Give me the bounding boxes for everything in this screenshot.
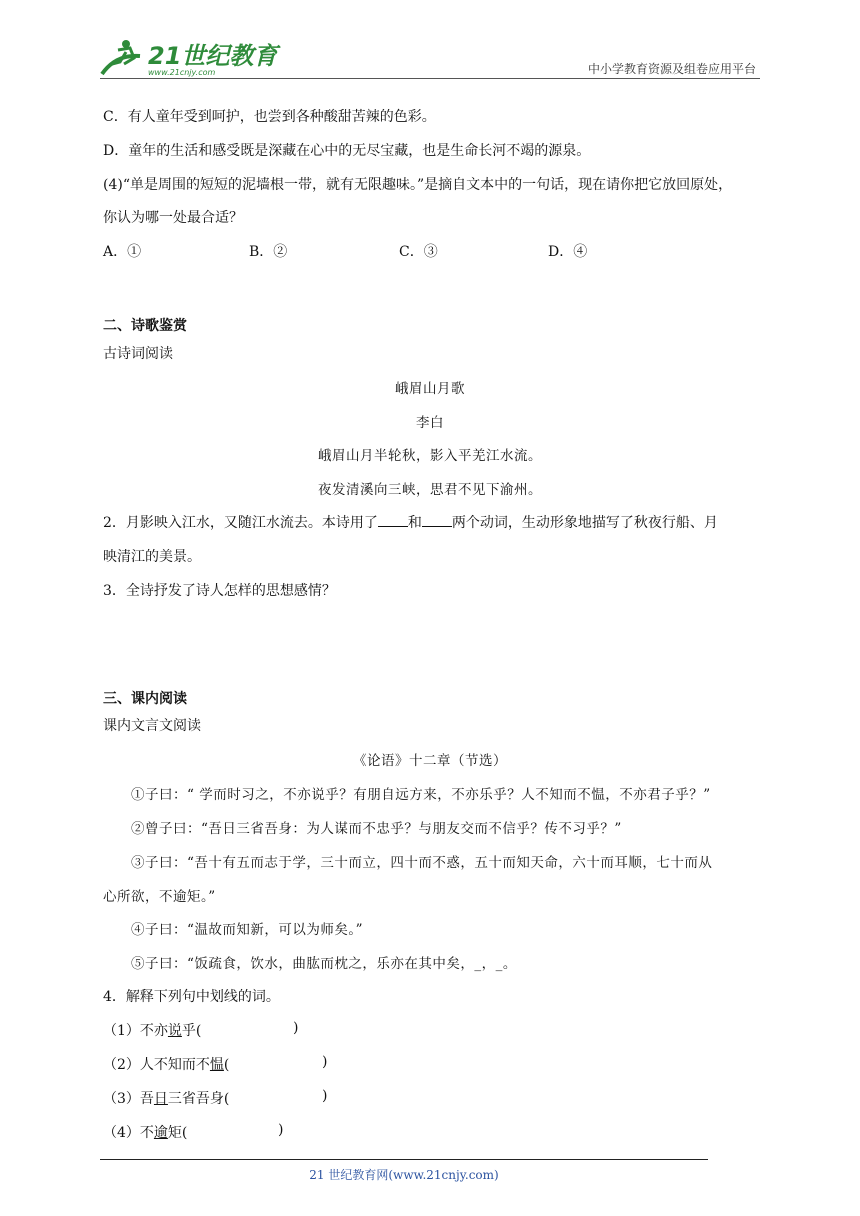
vocab-item-2 <box>103 1054 229 1074</box>
platform-name: 中小学教育资源及组卷应用平台 <box>587 62 756 76</box>
vocab-item-3-close: ) <box>322 1088 328 1104</box>
vocab-item-4-pre: （4）不 <box>103 1125 154 1141</box>
classical-paragraph-2: ②曾子曰：“吾日三省吾身：为人谋而不忠乎？与朋友交而不信乎？传不习乎？” <box>131 821 622 837</box>
poem-line-1: 峨眉山月半轮秋，影入平羌江水流。 <box>318 448 542 464</box>
svg-text:21世纪教育: 21世纪教育 <box>148 42 278 70</box>
option-c-text: C．有人童年受到呵护，也尝到各种酸甜苦辣的色彩。 <box>103 109 436 125</box>
vocab-item-4-word: 逾 <box>153 1125 168 1141</box>
header-divider <box>100 78 760 79</box>
vocab-item-4-post: 矩( <box>167 1125 188 1141</box>
runner-logo-icon <box>96 34 278 78</box>
vocab-item-2-pre: （2）人不知而不 <box>103 1057 210 1073</box>
vocab-item-1-word: 说 <box>167 1023 182 1039</box>
question-2-line1 <box>103 512 718 532</box>
site-logo <box>96 34 278 78</box>
section-3-subtitle: 课内文言文阅读 <box>103 718 201 734</box>
option-d-text: D．童年的生活和感受既是深藏在心中的无尽宝藏，也是生命长河不竭的源泉。 <box>103 143 591 159</box>
classical-text-title: 《论语》十二章（节选） <box>353 753 507 769</box>
vocab-item-1 <box>103 1020 201 1040</box>
question-2-text-c: 两个动词，生动形象地描写了秋夜行船、月 <box>451 515 718 531</box>
question-2-line2: 映清江的美景。 <box>103 549 201 565</box>
classical-paragraph-5: ⑤子曰：“饭疏食，饮水，曲肱而枕之，乐亦在其中矣，_，_。 <box>131 956 517 972</box>
footer-link[interactable]: 21 世纪教育网(www.21cnjy.com) <box>309 1168 499 1182</box>
classical-paragraph-3-line1: ③子曰：“吾十有五而志于学，三十而立，四十而不惑，五十而知天命，六十而耳顺，七十而从 <box>131 855 713 871</box>
question-4-line1: (4)“单是周围的短短的泥墙根一带，就有无限趣味。”是摘自文本中的一句话，现在请你把它放回原处， <box>103 177 733 193</box>
vocab-item-2-post: ( <box>223 1057 230 1073</box>
vocab-item-4 <box>103 1122 187 1142</box>
classical-paragraph-3-line2: 心所欲，不逾矩。” <box>103 889 216 905</box>
vocab-item-2-word: 愠 <box>209 1057 224 1073</box>
section-2-title: 二、诗歌鉴赏 <box>103 318 187 334</box>
answer-blank-1[interactable] <box>378 512 408 527</box>
answer-option-b: B．② <box>249 244 288 260</box>
classical-paragraph-1: ①子曰：“ 学而时习之，不亦说乎？有朋自远方来，不亦乐乎？人不知而不愠，不亦君子乎？” <box>131 787 711 803</box>
footer-divider <box>100 1159 708 1160</box>
poem-line-2: 夜发清溪向三峡，思君不见下渝州。 <box>318 482 542 498</box>
vocab-item-1-close: ) <box>293 1020 299 1036</box>
classical-paragraph-4: ④子曰：“温故而知新，可以为师矣。” <box>131 922 364 938</box>
question-3: 3．全诗抒发了诗人怎样的思想感情？ <box>103 583 336 599</box>
vocab-item-2-close: ) <box>322 1054 328 1070</box>
answer-option-a: A．① <box>103 244 142 260</box>
svg-text:www.21cnjy.com: www.21cnjy.com <box>148 68 216 77</box>
question-2-text-b: 和 <box>407 515 422 531</box>
answer-blank-2[interactable] <box>422 512 452 527</box>
poem-author: 李白 <box>416 415 444 431</box>
vocab-item-3-word: 日 <box>153 1091 168 1107</box>
vocab-item-3-post: 三省吾身( <box>167 1091 230 1107</box>
question-4-prompt: 4．解释下列句中划线的词。 <box>103 989 280 1005</box>
vocab-item-3-pre: （3）吾 <box>103 1091 154 1107</box>
answer-option-c: C．③ <box>399 244 438 260</box>
vocab-item-4-close: ) <box>278 1122 284 1138</box>
poem-title: 峨眉山月歌 <box>395 381 465 397</box>
question-4-line2: 你认为哪一处最合适？ <box>103 210 243 226</box>
vocab-item-1-pre: （1）不亦 <box>103 1023 168 1039</box>
vocab-item-3 <box>103 1088 229 1108</box>
section-3-title: 三、课内阅读 <box>103 691 187 707</box>
section-2-subtitle: 古诗词阅读 <box>103 346 173 362</box>
vocab-item-1-post: 乎( <box>181 1023 202 1039</box>
answer-option-d: D．④ <box>548 244 588 260</box>
question-2-text-a: 2．月影映入江水，又随江水流去。本诗用了 <box>103 515 378 531</box>
